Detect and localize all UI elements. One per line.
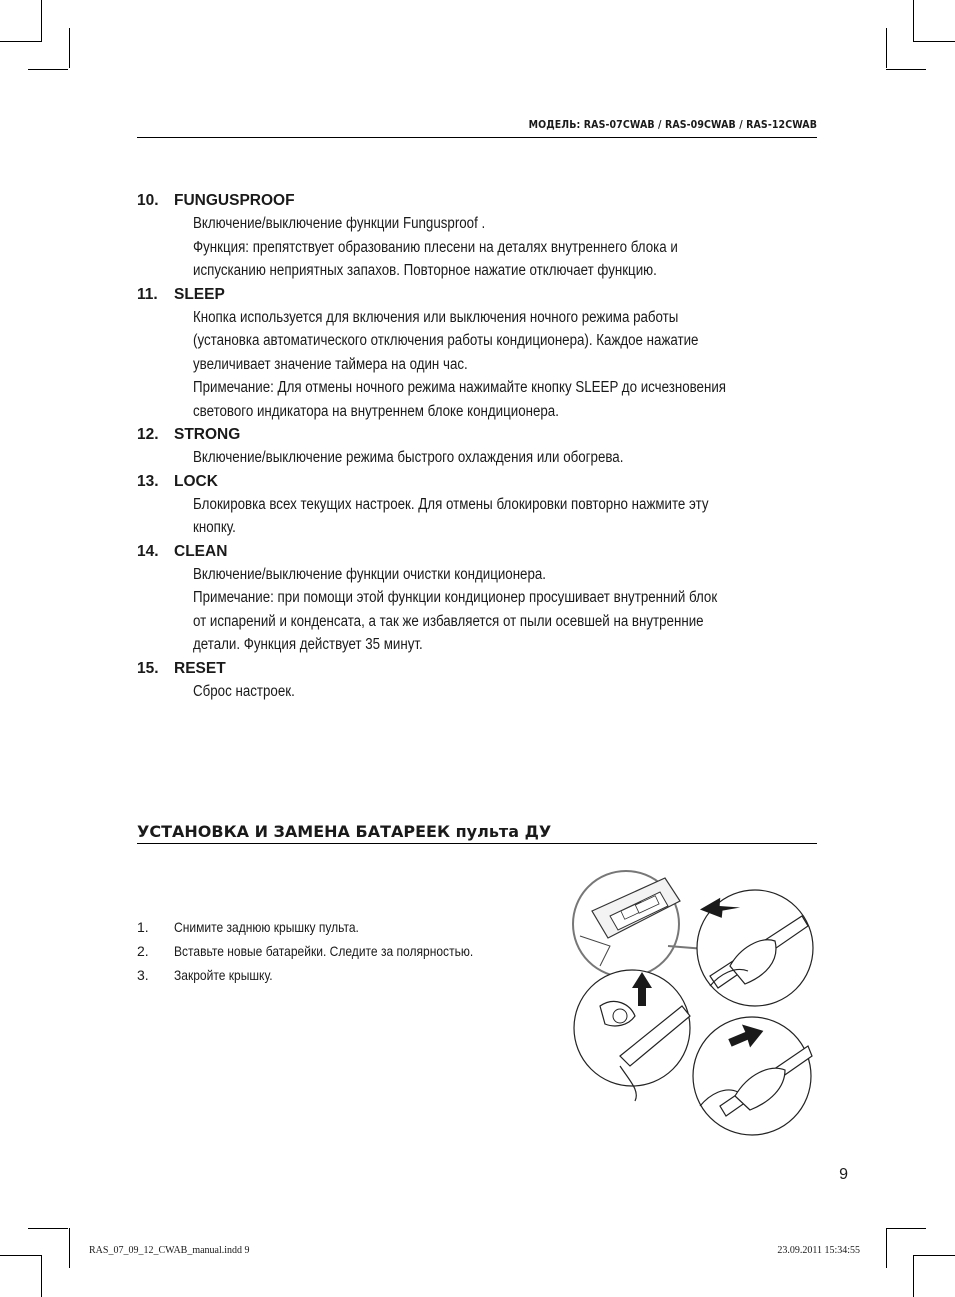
step-text: Вставьте новые батарейки. Следите за полярностью. — [174, 943, 474, 959]
footer-filename: RAS_07_09_12_CWAB_manual.indd 9 — [89, 1245, 250, 1256]
list-item — [137, 283, 827, 424]
item-line: от испарений и конденсата, а так же избавляется от пыли осевшей на внутренние — [193, 612, 704, 630]
header-rule — [137, 137, 817, 138]
function-list — [137, 189, 827, 703]
item-title: RESET — [174, 659, 226, 677]
battery-steps — [137, 915, 522, 987]
item-title: STRONG — [174, 426, 241, 443]
step-number: 2. — [137, 943, 149, 959]
item-number: 15. — [137, 659, 159, 677]
item-line: Включение/выключение режима быстрого охлаждения или обогрева. — [193, 449, 624, 466]
step-number: 3. — [137, 967, 149, 983]
list-item — [137, 470, 827, 540]
section-title: УСТАНОВКА И ЗАМЕНА БАТАРЕЕК пульта ДУ — [137, 822, 552, 841]
item-line: кнопку. — [193, 519, 236, 536]
item-number: 11. — [137, 285, 158, 303]
item-line: Функция: препятствует образованию плесени на деталях внутреннего блока и — [193, 238, 678, 256]
item-line: испусканию неприятных запахов. Повторное нажатие отключает функцию. — [193, 262, 657, 279]
item-title: FUNGUSPROOF — [174, 192, 295, 209]
list-item — [137, 963, 522, 987]
item-line: Сброс настроек. — [193, 682, 295, 700]
item-line: Примечание: при помощи этой функции кондиционер просушивает внутренний блок — [193, 589, 718, 606]
step-text: Закройте крышку. — [174, 967, 273, 983]
step-number: 1. — [137, 919, 149, 935]
step-text: Снимите заднюю крышку пульта. — [174, 919, 359, 935]
step-close-cover-image — [693, 1017, 812, 1135]
item-line: (установка автоматического отключения работы кондиционера). Каждое нажатие — [193, 332, 699, 349]
step-remove-cover-image — [697, 890, 813, 1006]
page-number: 9 — [839, 1166, 848, 1183]
footer-timestamp: 23.09.2011 15:34:55 — [777, 1245, 860, 1256]
item-line: Включение/выключение функции очистки кондиционера. — [193, 565, 547, 583]
section-rule — [137, 843, 817, 844]
list-item — [137, 915, 522, 939]
item-title: SLEEP — [174, 285, 225, 303]
item-line: Включение/выключение функции Fungusproof . — [193, 215, 486, 232]
item-line: Кнопка используется для включения или выключения ночного режима работы — [193, 308, 679, 326]
model-header: МОДЕЛЬ: RAS-07CWAB / RAS-09CWAB / RAS-12CWAB — [528, 119, 817, 131]
list-item — [137, 657, 827, 704]
item-line: Примечание: Для отмены ночного режима нажимайте кнопку SLEEP до исчезновения — [193, 379, 726, 396]
battery-compartment-detail — [573, 871, 680, 977]
item-title: CLEAN — [174, 542, 228, 560]
item-line: Блокировка всех текущих настроек. Для отмены блокировки повторно нажмите эту — [193, 495, 709, 513]
item-number: 14. — [137, 542, 159, 560]
list-item — [137, 540, 827, 657]
item-number: 13. — [137, 472, 159, 490]
item-line: детали. Функция действует 35 минут. — [193, 636, 423, 653]
list-item — [137, 423, 827, 470]
item-title: LOCK — [174, 472, 218, 490]
list-item — [137, 189, 827, 283]
item-line: увеличивает значение таймера на один час. — [193, 355, 468, 373]
item-number: 10. — [137, 192, 159, 209]
item-number: 12. — [137, 426, 159, 443]
step-insert-batteries-image — [574, 970, 690, 1101]
item-line: светового индикатора на внутреннем блоке кондиционера. — [193, 402, 559, 420]
battery-replacement-illustration — [570, 866, 820, 1146]
list-item — [137, 939, 522, 963]
